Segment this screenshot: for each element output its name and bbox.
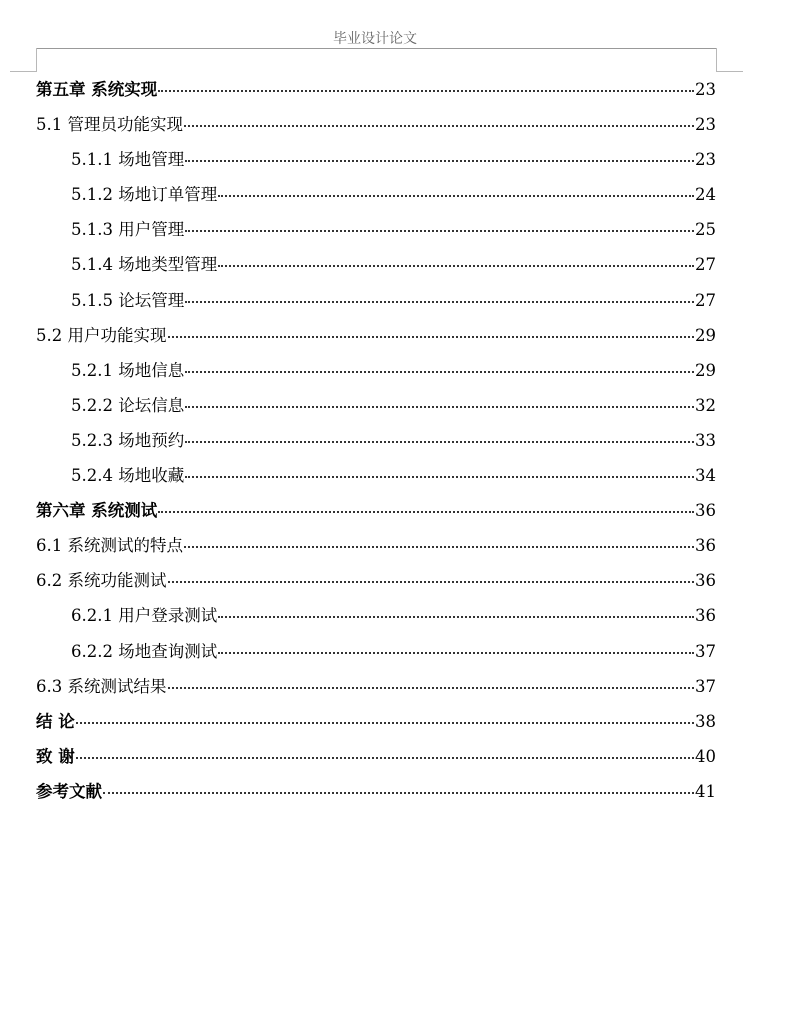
- toc-entry-title: 5.1 管理员功能实现: [36, 115, 183, 135]
- toc-entry[interactable]: [36, 177, 716, 212]
- toc-dot-leader: [158, 510, 694, 513]
- toc-entry[interactable]: [36, 353, 716, 388]
- toc-entry[interactable]: [36, 142, 716, 177]
- toc-entry-page-number: 24: [695, 185, 716, 205]
- toc-entry-title: 6.1 系统测试的特点: [36, 536, 183, 556]
- crop-mark-right-vertical: [716, 48, 717, 72]
- toc-entry[interactable]: [36, 318, 716, 353]
- toc-entry[interactable]: [36, 458, 716, 493]
- toc-entry[interactable]: [36, 212, 716, 247]
- toc-entry-title: 6.3 系统测试结果: [36, 676, 167, 696]
- crop-mark-left-horizontal: [10, 71, 37, 72]
- toc-entry-page-number: 36: [695, 571, 716, 591]
- toc-dot-leader: [185, 300, 694, 303]
- toc-dot-leader: [103, 791, 694, 794]
- toc-entry-title: 5.2.3 场地预约: [71, 430, 185, 450]
- toc-entry-title: 6.2 系统功能测试: [36, 571, 167, 591]
- toc-dot-leader: [218, 615, 694, 618]
- toc-entry[interactable]: [36, 247, 716, 282]
- toc-entry-page-number: 32: [695, 395, 716, 415]
- toc-entry-page-number: 37: [695, 641, 716, 661]
- toc-entry[interactable]: [36, 528, 716, 563]
- toc-dot-leader: [76, 756, 694, 759]
- toc-dot-leader: [184, 545, 694, 548]
- toc-entry-title: 致 谢: [36, 746, 75, 766]
- toc-entry-page-number: 27: [695, 255, 716, 275]
- crop-mark-right-horizontal: [716, 71, 743, 72]
- toc-entry-page-number: 34: [695, 466, 716, 486]
- page-header-title: 毕业设计论文: [333, 31, 417, 47]
- toc-entry-title: 5.1.3 用户管理: [71, 220, 185, 240]
- toc-entry-page-number: 29: [695, 325, 716, 345]
- toc-entry-page-number: 38: [695, 711, 716, 731]
- toc-entry[interactable]: [36, 598, 716, 633]
- toc-entry-page-number: 36: [695, 536, 716, 556]
- toc-entry[interactable]: [36, 423, 716, 458]
- toc-entry-title: 第六章 系统测试: [36, 501, 158, 521]
- toc-entry-title: 结 论: [36, 711, 75, 731]
- toc-entry-page-number: 27: [695, 290, 716, 310]
- toc-dot-leader: [185, 229, 694, 232]
- toc-entry[interactable]: [36, 388, 716, 423]
- toc-entry-title: 参考文献: [36, 781, 102, 801]
- toc-entry-title: 5.2 用户功能实现: [36, 325, 167, 345]
- toc-entry-title: 5.2.4 场地收藏: [71, 466, 185, 486]
- toc-entry-page-number: 25: [695, 220, 716, 240]
- toc-dot-leader: [76, 721, 694, 724]
- toc-entry-page-number: 36: [695, 501, 716, 521]
- toc-entry-title: 5.1.1 场地管理: [71, 150, 185, 170]
- header-rule: [36, 48, 716, 49]
- toc-entry-title: 5.1.5 论坛管理: [71, 290, 185, 310]
- toc-dot-leader: [218, 194, 694, 197]
- toc-entry-page-number: 33: [695, 430, 716, 450]
- toc-entry-title: 第五章 系统实现: [36, 80, 158, 99]
- toc-entry-page-number: 41: [695, 781, 716, 801]
- toc-entry-title: 5.2.1 场地信息: [71, 360, 185, 380]
- toc-entry-page-number: 36: [695, 606, 716, 626]
- toc-entry[interactable]: [36, 704, 716, 739]
- toc-dot-leader: [185, 475, 694, 478]
- toc-dot-leader: [218, 264, 694, 267]
- toc-entry-title: 5.1.4 场地类型管理: [71, 255, 218, 275]
- toc-entry-page-number: 23: [695, 80, 716, 99]
- toc-dot-leader: [184, 124, 694, 127]
- toc-dot-leader: [185, 440, 694, 443]
- toc-dot-leader: [168, 686, 695, 689]
- toc-dot-leader: [168, 580, 695, 583]
- toc-entry[interactable]: [36, 634, 716, 669]
- toc-entry-page-number: 23: [695, 150, 716, 170]
- toc-dot-leader: [185, 370, 694, 373]
- toc-dot-leader: [218, 651, 694, 654]
- toc-entry-page-number: 40: [695, 746, 716, 766]
- table-of-contents: [36, 72, 716, 809]
- toc-entry[interactable]: [36, 563, 716, 598]
- toc-entry[interactable]: [36, 669, 716, 704]
- toc-entry[interactable]: [36, 72, 716, 107]
- toc-entry-title: 5.2.2 论坛信息: [71, 395, 185, 415]
- toc-entry[interactable]: [36, 493, 716, 528]
- toc-entry[interactable]: [36, 774, 716, 809]
- toc-dot-leader: [185, 405, 694, 408]
- toc-entry[interactable]: [36, 107, 716, 142]
- toc-entry-title: 6.2.1 用户登录测试: [71, 606, 218, 626]
- toc-entry[interactable]: [36, 739, 716, 774]
- toc-entry-page-number: 37: [695, 676, 716, 696]
- toc-entry-page-number: 29: [695, 360, 716, 380]
- toc-dot-leader: [185, 159, 694, 162]
- toc-entry-title: 5.1.2 场地订单管理: [71, 185, 218, 205]
- toc-dot-leader: [158, 89, 694, 92]
- toc-entry[interactable]: [36, 283, 716, 318]
- crop-mark-left-vertical: [36, 48, 37, 72]
- toc-entry-page-number: 23: [695, 115, 716, 135]
- toc-dot-leader: [168, 335, 695, 338]
- toc-entry-title: 6.2.2 场地查询测试: [71, 641, 218, 661]
